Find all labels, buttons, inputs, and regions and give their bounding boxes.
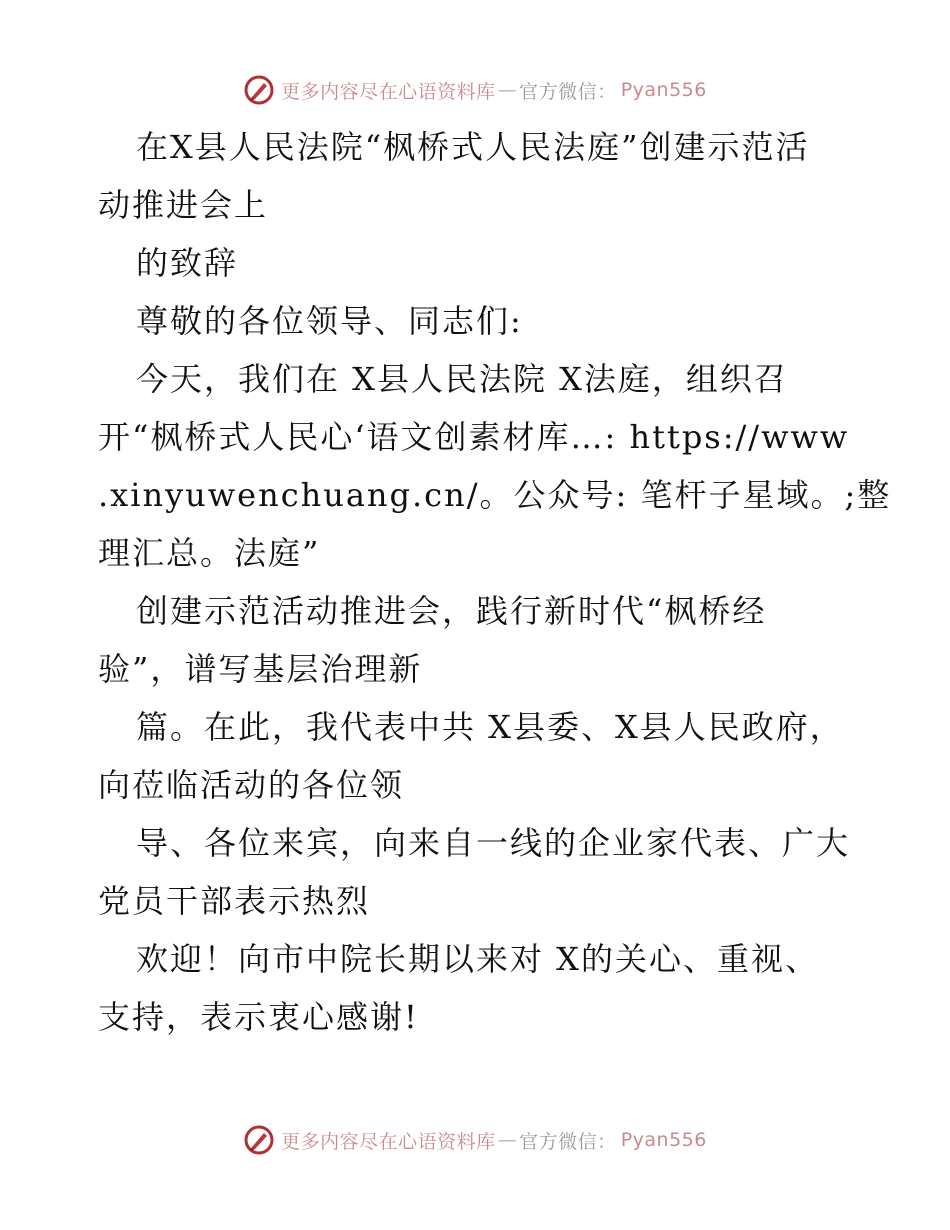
- pen-logo-icon: [243, 1124, 275, 1156]
- banner-wechat-id: Pyan556: [620, 1129, 707, 1151]
- title-line-1: 在X县人民法院“枫桥式人民法庭”创建示范活: [136, 128, 810, 166]
- banner-wechat-label: 官方微信：: [519, 80, 617, 103]
- banner-text: 更多内容尽在心语资料库: [281, 1130, 496, 1153]
- banner-wechat-id: Pyan556: [620, 79, 707, 101]
- header-watermark: [0, 70, 950, 110]
- paragraph-line: 导、各位来宾，向来自一线的企业家代表、广大: [136, 824, 851, 862]
- banner-wechat-label: 官方微信：: [519, 1130, 617, 1153]
- pen-logo-icon: [243, 74, 275, 106]
- paragraph-line: 创建示范活动推进会，践行新时代“枫桥经: [136, 592, 767, 630]
- paragraph-line: 向莅临活动的各位领: [98, 766, 405, 804]
- paragraph-line: 支持，表示衷心感谢!: [98, 998, 419, 1036]
- banner-dash: —: [497, 79, 518, 101]
- title-line-2: 动推进会上: [98, 186, 269, 224]
- paragraph-line: 理汇总。法庭”: [98, 534, 321, 572]
- paragraph-line: 验”，谱写基层治理新: [98, 650, 423, 688]
- paragraph-line: 开“枫桥式人民心‘语文创素材库…: https://www: [98, 418, 850, 456]
- paragraph-line: .xinyuwenchuang.cn/。公众号: 笔杆子星域。;整: [98, 476, 892, 514]
- footer-watermark: [0, 1120, 950, 1160]
- paragraph-line: 欢迎！向市中院长期以来对 X的关心、重视、: [136, 940, 819, 978]
- salutation: 尊敬的各位领导、同志们:: [136, 302, 523, 340]
- title-line-3: 的致辞: [136, 244, 239, 282]
- paragraph-line: 今天，我们在 X县人民法院 X法庭，组织召: [136, 360, 788, 398]
- paragraph-line: 党员干部表示热烈: [98, 882, 371, 920]
- document-body: [98, 118, 892, 1046]
- banner-text: 更多内容尽在心语资料库: [281, 80, 496, 103]
- banner-dash: —: [497, 1129, 518, 1151]
- paragraph-line: 篇。在此，我代表中共 X县委、X县人民政府，: [136, 708, 844, 746]
